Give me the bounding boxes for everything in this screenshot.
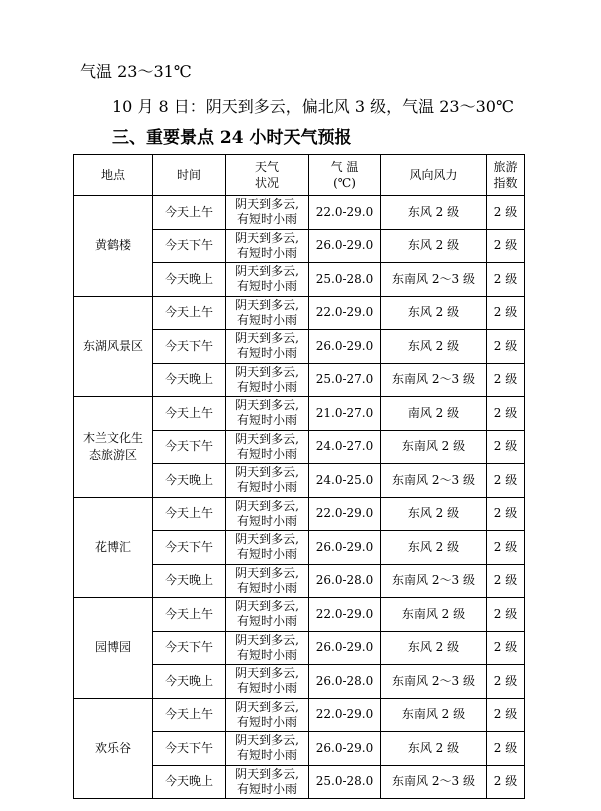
weather-condition-cell xyxy=(226,531,309,565)
weather-condition-line2: 有短时小雨 xyxy=(236,513,297,528)
site-name-cell xyxy=(74,296,153,397)
time-cell: 今天上午 xyxy=(153,397,226,431)
time-cell: 今天上午 xyxy=(153,296,226,330)
weather-condition-line2: 有短时小雨 xyxy=(236,346,297,361)
temperature-cell: 21.0-27.0 xyxy=(309,397,381,431)
weather-condition-line1: 阴天到多云, xyxy=(235,364,299,379)
header-wind: 风向风力 xyxy=(381,155,487,196)
weather-condition-cell xyxy=(226,263,309,297)
tour-index-cell: 2 级 xyxy=(487,330,525,364)
weather-condition-line2: 有短时小雨 xyxy=(236,446,297,461)
site-name: 木兰文化生态旅游区 xyxy=(82,430,143,462)
tour-index-cell: 2 级 xyxy=(487,765,525,799)
temperature-cell: 26.0-29.0 xyxy=(309,631,381,665)
wind-cell: 东南风 2～3 级 xyxy=(381,765,487,799)
tour-index-cell: 2 级 xyxy=(487,598,525,632)
weather-condition-line1: 阴天到多云, xyxy=(235,699,299,714)
weather-condition-line1: 阴天到多云, xyxy=(235,766,299,781)
time-cell: 今天下午 xyxy=(153,531,226,565)
header-time: 时间 xyxy=(153,155,226,196)
weather-condition-line1: 阴天到多云, xyxy=(235,331,299,346)
weather-condition-line2: 有短时小雨 xyxy=(236,781,297,796)
weather-condition-line1: 阴天到多云, xyxy=(235,398,299,413)
weather-condition-line2: 有短时小雨 xyxy=(236,413,297,428)
tour-index-cell: 2 级 xyxy=(487,196,525,230)
header-weather-line2: 状况 xyxy=(254,176,279,190)
site-name: 园博园 xyxy=(94,640,131,655)
temperature-cell: 26.0-29.0 xyxy=(309,531,381,565)
weather-condition-line1: 阴天到多云, xyxy=(235,733,299,748)
section-title: 三、重要景点 24 小时天气预报 xyxy=(112,128,352,148)
tour-index-cell: 2 级 xyxy=(487,430,525,464)
time-cell: 今天上午 xyxy=(153,698,226,732)
time-cell: 今天下午 xyxy=(153,732,226,766)
tour-index-cell: 2 级 xyxy=(487,665,525,699)
header-tour-index xyxy=(487,155,525,196)
table-row xyxy=(74,397,525,431)
time-cell: 今天晚上 xyxy=(153,263,226,297)
tour-index-cell: 2 级 xyxy=(487,464,525,498)
site-name: 黄鹤楼 xyxy=(94,238,131,253)
table-row xyxy=(74,196,525,230)
tour-index-cell: 2 级 xyxy=(487,497,525,531)
weather-condition-line2: 有短时小雨 xyxy=(236,379,297,394)
tour-index-cell: 2 级 xyxy=(487,698,525,732)
weather-condition-cell xyxy=(226,397,309,431)
site-name: 花博汇 xyxy=(94,539,131,554)
table-row xyxy=(74,296,525,330)
time-cell: 今天晚上 xyxy=(153,564,226,598)
weather-condition-line2: 有短时小雨 xyxy=(236,748,297,763)
weather-condition-line1: 阴天到多云, xyxy=(235,599,299,614)
wind-cell: 东南风 2 级 xyxy=(381,698,487,732)
weather-condition-line2: 有短时小雨 xyxy=(236,547,297,562)
temperature-cell: 25.0-28.0 xyxy=(309,263,381,297)
weather-condition-line1: 阴天到多云, xyxy=(235,431,299,446)
wind-cell: 东南风 2～3 级 xyxy=(381,363,487,397)
temperature-cell: 22.0-29.0 xyxy=(309,296,381,330)
weather-condition-line1: 阴天到多云, xyxy=(235,632,299,647)
site-name-cell xyxy=(74,397,153,498)
weather-condition-line2: 有短时小雨 xyxy=(236,480,297,495)
weather-condition-line1: 阴天到多云, xyxy=(235,565,299,580)
wind-cell: 东南风 2～3 级 xyxy=(381,464,487,498)
table-header-row xyxy=(74,155,525,196)
header-weather-line1: 天气 xyxy=(254,160,279,174)
weather-condition-cell xyxy=(226,497,309,531)
time-cell: 今天下午 xyxy=(153,631,226,665)
tour-index-cell: 2 级 xyxy=(487,531,525,565)
weather-condition-line1: 阴天到多云, xyxy=(235,465,299,480)
weather-condition-line2: 有短时小雨 xyxy=(236,647,297,662)
temperature-cell: 26.0-28.0 xyxy=(309,665,381,699)
temperature-cell: 26.0-29.0 xyxy=(309,229,381,263)
header-temperature-line1: 气 温 xyxy=(330,160,359,174)
weather-condition-line1: 阴天到多云, xyxy=(235,264,299,279)
table-row xyxy=(74,698,525,732)
weather-condition-line1: 阴天到多云, xyxy=(235,666,299,681)
weather-condition-cell xyxy=(226,598,309,632)
header-temperature-line2: (℃) xyxy=(333,176,356,190)
wind-cell: 东风 2 级 xyxy=(381,631,487,665)
temperature-cell: 22.0-29.0 xyxy=(309,196,381,230)
weather-condition-cell xyxy=(226,732,309,766)
time-cell: 今天晚上 xyxy=(153,363,226,397)
wind-cell: 东风 2 级 xyxy=(381,196,487,230)
wind-cell: 东南风 2 级 xyxy=(381,598,487,632)
wind-cell: 东风 2 级 xyxy=(381,296,487,330)
wind-cell: 东南风 2 级 xyxy=(381,430,487,464)
site-name-cell xyxy=(74,497,153,598)
site-name: 欢乐谷 xyxy=(94,740,131,755)
tour-index-cell: 2 级 xyxy=(487,263,525,297)
weather-condition-line2: 有短时小雨 xyxy=(236,312,297,327)
weather-condition-line1: 阴天到多云, xyxy=(235,297,299,312)
tour-index-cell: 2 级 xyxy=(487,296,525,330)
weather-condition-line2: 有短时小雨 xyxy=(236,245,297,260)
header-tour-index-line1: 旅游 xyxy=(493,160,518,174)
time-cell: 今天上午 xyxy=(153,196,226,230)
time-cell: 今天晚上 xyxy=(153,464,226,498)
temperature-cell: 26.0-29.0 xyxy=(309,330,381,364)
weather-condition-line2: 有短时小雨 xyxy=(236,714,297,729)
wind-cell: 东南风 2～3 级 xyxy=(381,665,487,699)
temperature-cell: 22.0-29.0 xyxy=(309,598,381,632)
weather-condition-line1: 阴天到多云, xyxy=(235,230,299,245)
time-cell: 今天晚上 xyxy=(153,665,226,699)
weather-condition-line2: 有短时小雨 xyxy=(236,212,297,227)
weather-condition-cell xyxy=(226,330,309,364)
wind-cell: 东风 2 级 xyxy=(381,732,487,766)
weather-condition-line2: 有短时小雨 xyxy=(236,580,297,595)
time-cell: 今天下午 xyxy=(153,330,226,364)
time-cell: 今天下午 xyxy=(153,229,226,263)
weather-condition-line1: 阴天到多云, xyxy=(235,532,299,547)
weather-condition-cell xyxy=(226,765,309,799)
weather-condition-cell xyxy=(226,564,309,598)
scenic-forecast-table xyxy=(73,154,525,799)
weather-condition-cell xyxy=(226,631,309,665)
wind-cell: 东风 2 级 xyxy=(381,229,487,263)
header-temperature xyxy=(309,155,381,196)
weather-condition-cell xyxy=(226,464,309,498)
tour-index-cell: 2 级 xyxy=(487,564,525,598)
wind-cell: 南风 2 级 xyxy=(381,397,487,431)
header-weather xyxy=(226,155,309,196)
table-row xyxy=(74,598,525,632)
weather-condition-cell xyxy=(226,430,309,464)
weather-condition-cell xyxy=(226,296,309,330)
site-name-cell xyxy=(74,196,153,297)
temperature-cell: 26.0-28.0 xyxy=(309,564,381,598)
weather-condition-line2: 有短时小雨 xyxy=(236,614,297,629)
weather-condition-line1: 阴天到多云, xyxy=(235,197,299,212)
weather-condition-cell xyxy=(226,698,309,732)
weather-condition-line2: 有短时小雨 xyxy=(236,279,297,294)
wind-cell: 东南风 2～3 级 xyxy=(381,263,487,297)
weather-condition-line2: 有短时小雨 xyxy=(236,681,297,696)
temperature-cell: 25.0-28.0 xyxy=(309,765,381,799)
table-body xyxy=(74,196,525,799)
tour-index-cell: 2 级 xyxy=(487,631,525,665)
header-tour-index-line2: 指数 xyxy=(493,176,518,190)
weather-condition-cell xyxy=(226,363,309,397)
tour-index-cell: 2 级 xyxy=(487,397,525,431)
temperature-cell: 25.0-27.0 xyxy=(309,363,381,397)
weather-condition-cell xyxy=(226,196,309,230)
temperature-cell: 24.0-25.0 xyxy=(309,464,381,498)
time-cell: 今天上午 xyxy=(153,497,226,531)
table-row xyxy=(74,497,525,531)
intro-temperature-line: 气温 23～31℃ xyxy=(80,62,192,81)
site-name-cell xyxy=(74,698,153,799)
weather-condition-line1: 阴天到多云, xyxy=(235,498,299,513)
tour-index-cell: 2 级 xyxy=(487,363,525,397)
temperature-cell: 26.0-29.0 xyxy=(309,732,381,766)
tour-index-cell: 2 级 xyxy=(487,229,525,263)
temperature-cell: 22.0-29.0 xyxy=(309,497,381,531)
wind-cell: 东风 2 级 xyxy=(381,531,487,565)
time-cell: 今天下午 xyxy=(153,430,226,464)
time-cell: 今天晚上 xyxy=(153,765,226,799)
intro-oct8-forecast-line: 10 月 8 日：阴天到多云，偏北风 3 级，气温 23～30℃ xyxy=(112,97,514,116)
temperature-cell: 22.0-29.0 xyxy=(309,698,381,732)
weather-condition-cell xyxy=(226,229,309,263)
weather-condition-cell xyxy=(226,665,309,699)
temperature-cell: 24.0-27.0 xyxy=(309,430,381,464)
tour-index-cell: 2 级 xyxy=(487,732,525,766)
wind-cell: 东南风 2～3 级 xyxy=(381,564,487,598)
site-name: 东湖风景区 xyxy=(82,338,143,353)
header-site: 地点 xyxy=(74,155,153,196)
time-cell: 今天上午 xyxy=(153,598,226,632)
wind-cell: 东风 2 级 xyxy=(381,330,487,364)
site-name-cell xyxy=(74,598,153,699)
wind-cell: 东风 2 级 xyxy=(381,497,487,531)
